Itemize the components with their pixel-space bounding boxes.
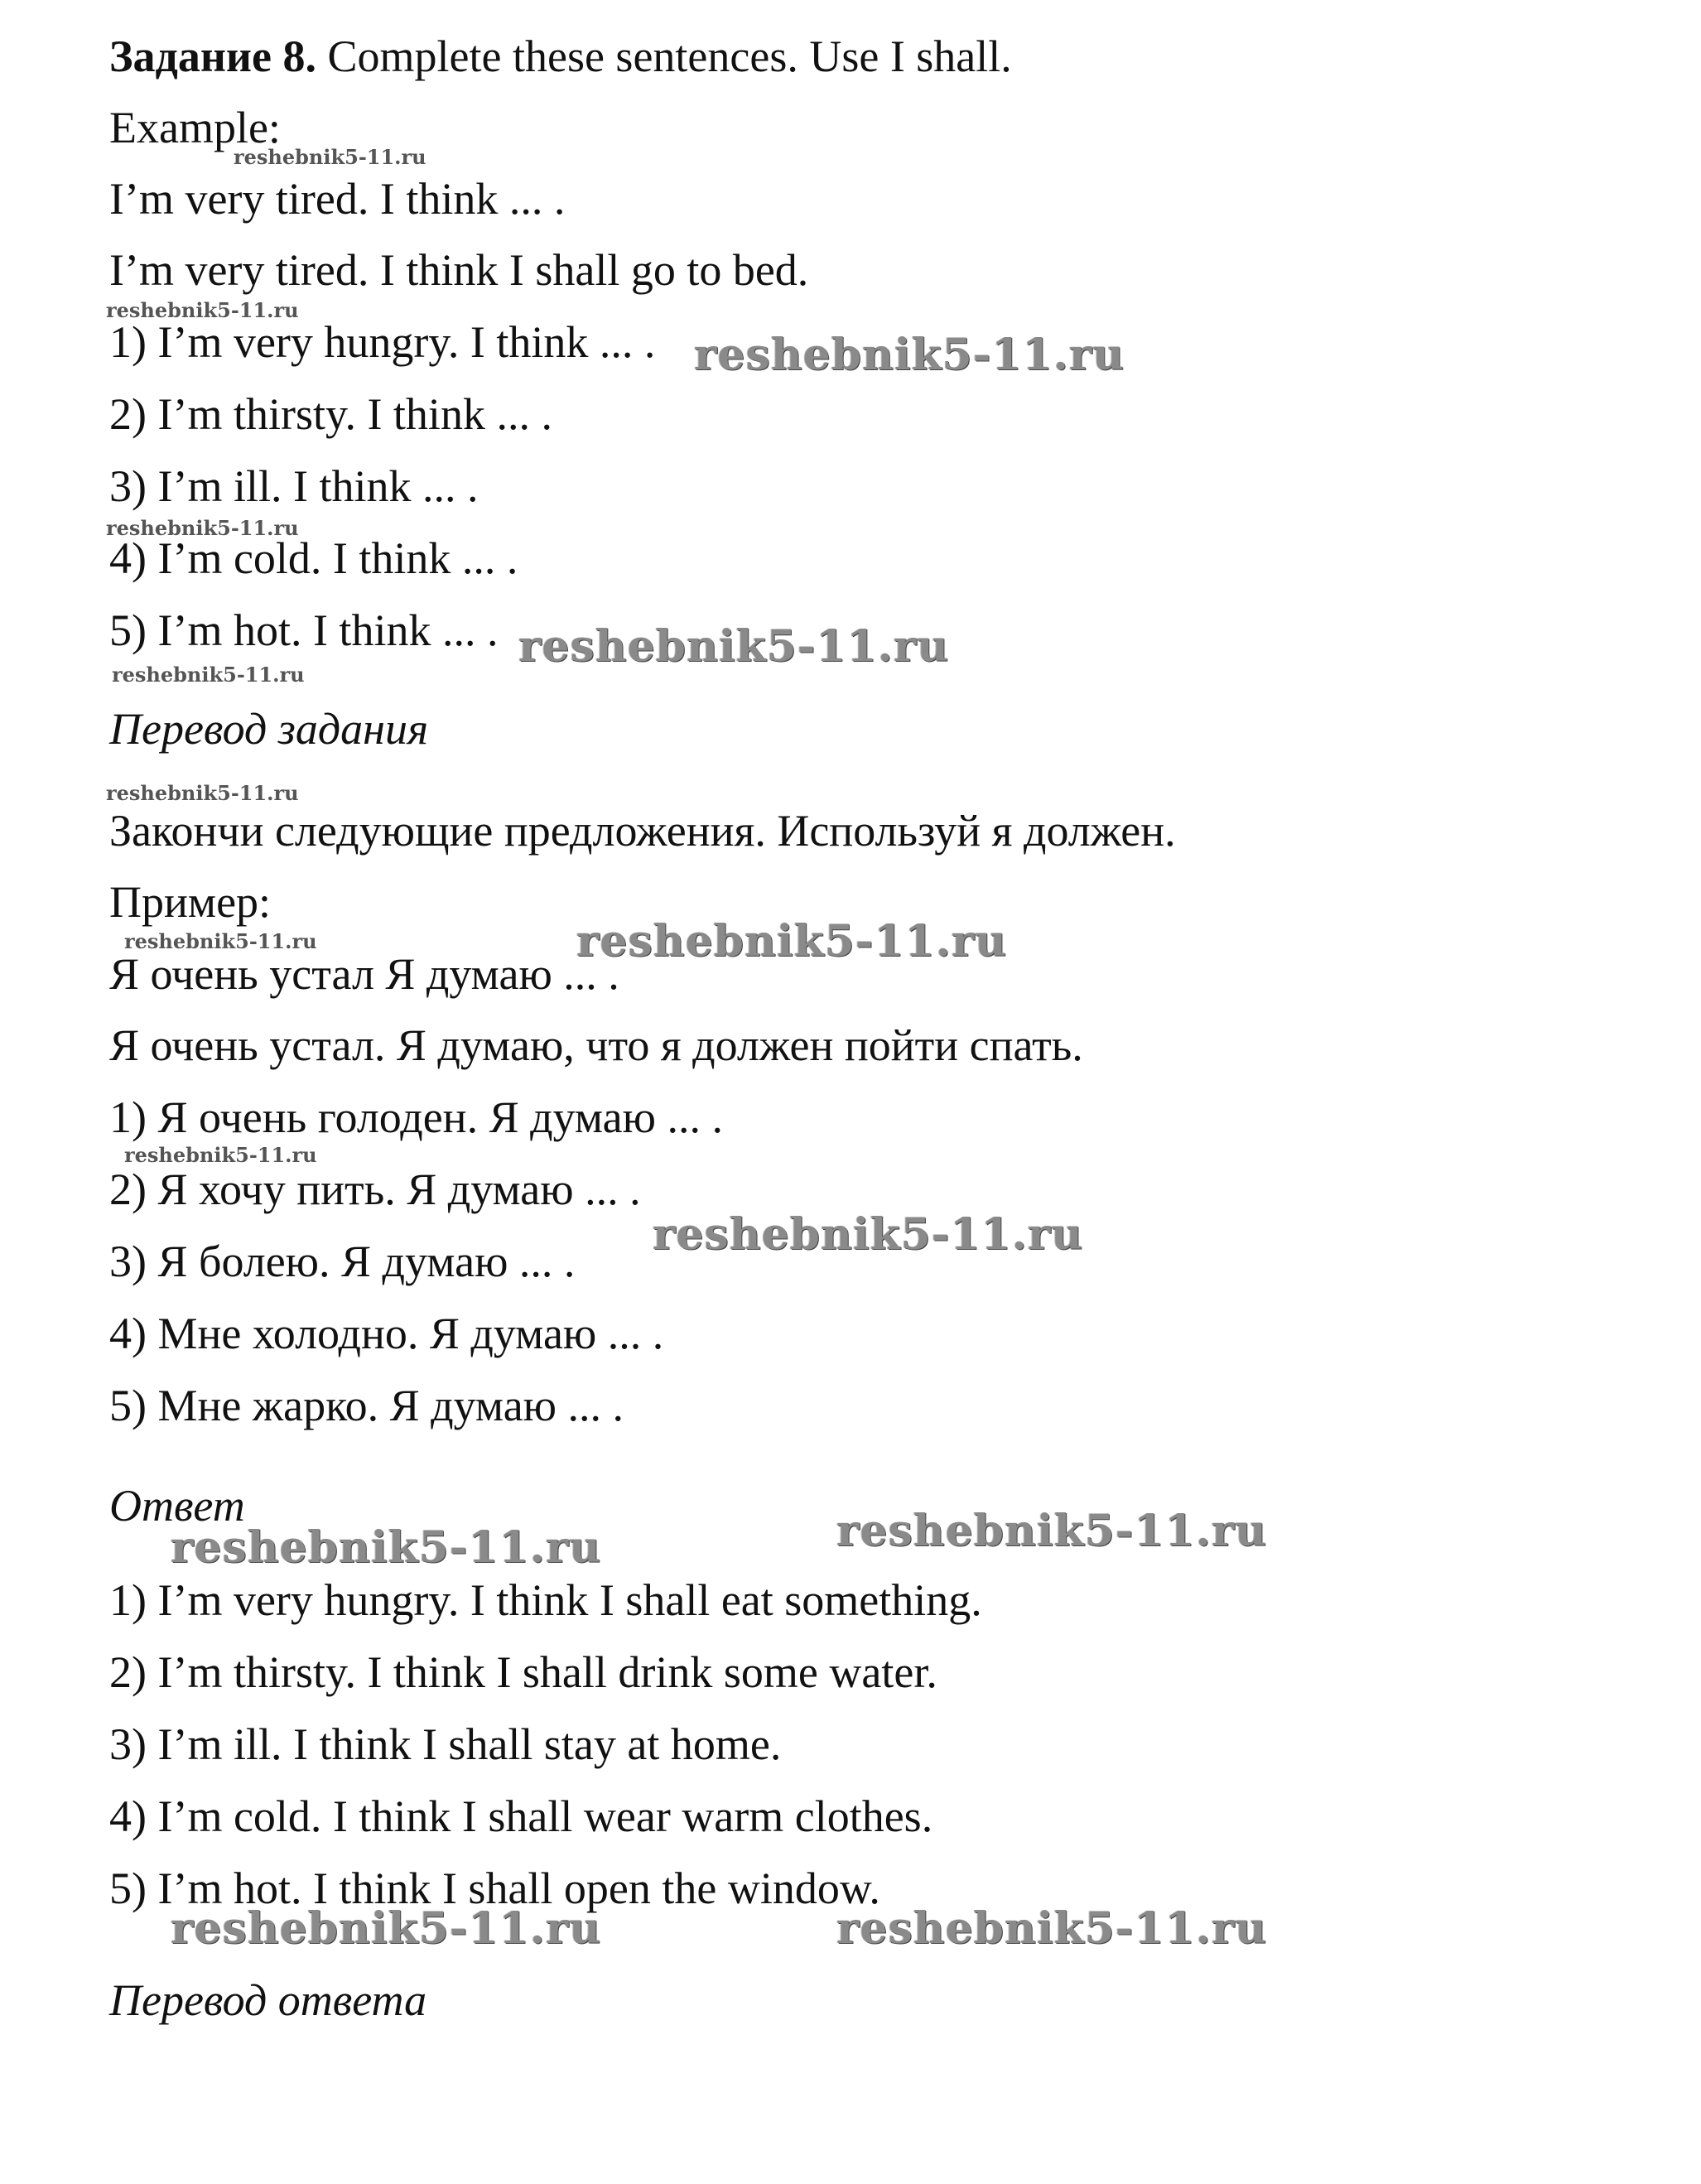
exercise-item: 1) I’m very hungry. I think ... . [109,317,656,367]
translation-item: 3) Я болею. Я думаю ... . [109,1237,576,1286]
answer-item: 4) I’m cold. I think I shall wear warm clothes. [109,1791,933,1841]
watermark: reshebnik5-11.ru [653,1209,1084,1260]
watermark: reshebnik5-11.ru [112,663,305,687]
exercise-item: 4) I’m cold. I think ... . [109,533,518,583]
translation-example-prompt: Я очень устал Я думаю ... . [109,949,619,999]
watermark: reshebnik5-11.ru [694,330,1125,380]
watermark: reshebnik5-11.ru [576,916,1008,967]
watermark: reshebnik5-11.ru [234,145,426,169]
task-instruction: Complete these sentences. Use I shall. [327,31,1012,81]
translation-example-answer: Я очень устал. Я думаю, что я должен пойти спать. [109,1020,1083,1070]
task-heading [109,31,1012,81]
watermark: reshebnik5-11.ru [106,298,299,322]
example-prompt: I’m very tired. I think ... . [109,174,566,224]
answer-translation-heading: Перевод ответа [109,1975,427,2025]
translation-heading: Перевод задания [109,704,429,754]
exercise-item: 3) I’m ill. I think ... . [109,461,479,511]
answer-item: 5) I’m hot. I think I shall open the window. [109,1863,880,1913]
answer-item: 2) I’m thirsty. I think I shall drink some water. [109,1647,937,1697]
watermark: reshebnik5-11.ru [836,1903,1268,1954]
watermark: reshebnik5-11.ru [124,929,317,953]
example-answer: I’m very tired. I think I shall go to bed. [109,245,809,295]
answer-heading: Ответ [109,1481,245,1531]
watermark: reshebnik5-11.ru [836,1506,1268,1556]
translation-item: 5) Мне жарко. Я думаю ... . [109,1381,624,1430]
exercise-item: 2) I’m thirsty. I think ... . [109,389,552,439]
translation-item: 1) Я очень голоден. Я думаю ... . [109,1092,723,1142]
exercise-item: 5) I’m hot. I think ... . [109,605,499,655]
translation-instruction: Закончи следующие предложения. Используй я должен. [109,806,1176,856]
watermark: reshebnik5-11.ru [518,621,950,672]
translation-item: 2) Я хочу пить. Я думаю ... . [109,1164,641,1214]
translation-item: 4) Мне холодно. Я думаю ... . [109,1309,664,1358]
translation-example-heading: Пример: [109,877,272,927]
task-label: Задание 8. [109,31,317,81]
answer-item: 3) I’m ill. I think I shall stay at home. [109,1719,782,1769]
answer-item: 1) I’m very hungry. I think I shall eat something. [109,1575,982,1625]
watermark: reshebnik5-11.ru [171,1903,602,1954]
example-heading: Example: [109,103,281,152]
watermark: reshebnik5-11.ru [124,1143,317,1167]
watermark: reshebnik5-11.ru [106,516,299,540]
watermark: reshebnik5-11.ru [171,1522,602,1573]
watermark: reshebnik5-11.ru [106,781,299,805]
